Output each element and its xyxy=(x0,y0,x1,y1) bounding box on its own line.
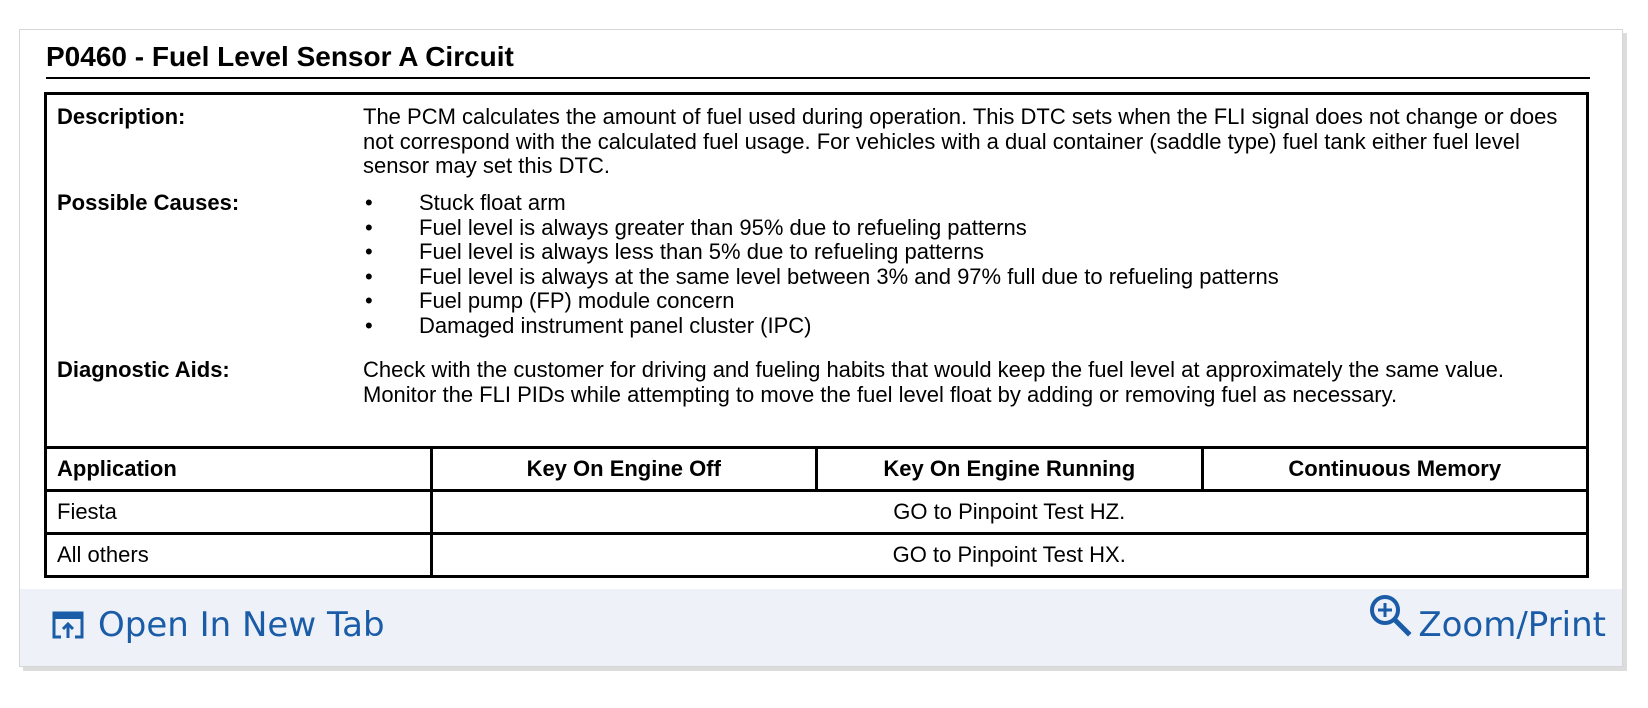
cause-item xyxy=(363,240,1566,265)
open-in-new-tab-icon xyxy=(52,611,84,639)
application-cell: All others xyxy=(46,534,432,577)
bullet: • xyxy=(365,288,373,313)
application-cell: Fiesta xyxy=(46,491,432,534)
table-row xyxy=(46,491,1588,534)
bullet: • xyxy=(365,263,373,289)
bullet: • xyxy=(365,312,373,338)
possible-causes-list xyxy=(363,191,1566,338)
application-table xyxy=(44,446,1589,578)
cause-text: Fuel level is always greater than 95% due to refueling patterns xyxy=(419,214,1027,240)
cause-text: Fuel level is always less than 5% due to refueling patterns xyxy=(419,239,984,264)
bullet: • xyxy=(365,214,373,240)
dtc-info-box xyxy=(44,92,1589,446)
possible-causes-label: Possible Causes: xyxy=(57,190,240,215)
column-header-koeo: Key On Engine Off xyxy=(431,448,817,491)
table-row xyxy=(46,534,1588,577)
cause-item xyxy=(363,216,1566,241)
possible-causes-value xyxy=(363,191,1566,338)
bullet: • xyxy=(365,239,373,264)
zoom-print-label: Zoom/Print xyxy=(1418,605,1606,645)
column-header-continuous-memory: Continuous Memory xyxy=(1202,448,1588,491)
column-header-application: Application xyxy=(46,448,432,491)
open-in-new-tab-link[interactable] xyxy=(52,603,385,647)
column-header-koer: Key On Engine Running xyxy=(817,448,1203,491)
action-cell: GO to Pinpoint Test HX. xyxy=(431,534,1588,577)
cause-text: Damaged instrument panel cluster (IPC) xyxy=(419,312,812,338)
cause-text: Fuel level is always at the same level between 3% and 97% full due to refueling patterns xyxy=(419,263,1279,289)
table-header-row xyxy=(46,448,1588,491)
action-cell: GO to Pinpoint Test HZ. xyxy=(431,491,1588,534)
description-label: Description: xyxy=(57,104,186,129)
cause-item xyxy=(363,289,1566,314)
cause-item xyxy=(363,314,1566,339)
page-title: P0460 - Fuel Level Sensor A Circuit xyxy=(46,40,1590,79)
bullet: • xyxy=(365,190,373,215)
cause-item xyxy=(363,191,1566,216)
zoom-in-icon xyxy=(1368,593,1412,637)
open-in-new-tab-label: Open In New Tab xyxy=(98,605,385,645)
cause-text: Fuel pump (FP) module concern xyxy=(419,288,735,313)
description-text: The PCM calculates the amount of fuel used during operation. This DTC sets when the FLI signal does not change or does not correspond with the calculated fuel usage. For vehicles with a dual container (saddle type) fuel tank either fuel level sensor may set this DTC. xyxy=(363,104,1558,178)
diagnostic-aids-text: Check with the customer for driving and fueling habits that would keep the fuel level at approximately the same value. Monitor the FLI PIDs while attempting to move the fuel level float by adding or removing fuel as necessary. xyxy=(363,357,1504,407)
cause-text: Stuck float arm xyxy=(419,190,566,215)
zoom-print-link[interactable] xyxy=(1368,603,1606,647)
diagnostic-aids-label: Diagnostic Aids: xyxy=(57,357,230,382)
card-footer xyxy=(20,589,1622,666)
cause-item xyxy=(363,265,1566,290)
